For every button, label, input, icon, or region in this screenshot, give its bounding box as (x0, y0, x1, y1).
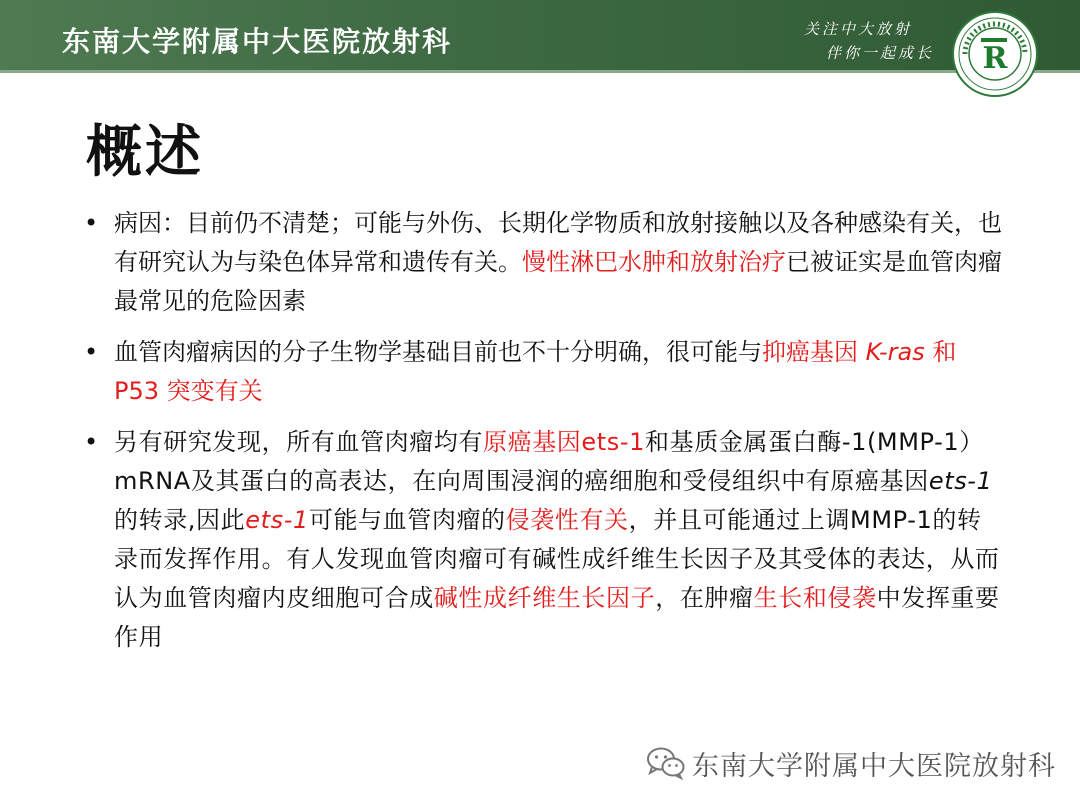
bullet-3-text-6: ，在肿瘤 (655, 584, 754, 612)
bullet-list (84, 204, 1004, 669)
bullet-1-highlight: 慢性淋巴水肿和放射治疗 (522, 248, 786, 276)
bullet-item-1 (84, 204, 1004, 321)
bullet-3-text-2: 和基质金属蛋白酶-1(MMP-1）mRNA及其蛋白的高表达，在向周围浸润的癌细胞和受侵组织中有原癌基因 (114, 428, 984, 495)
bullet-3-highlight-2: ets-1 (245, 506, 309, 534)
bullet-marker: • (84, 338, 99, 366)
hospital-logo (951, 10, 1039, 98)
bullet-3-text-3: 的转录,因此 (114, 506, 246, 534)
bullet-item-3 (84, 423, 1004, 657)
slogan-line-1: 关注中大放射 (804, 20, 913, 38)
bullet-3-text-7: 中发挥重要作用 (114, 584, 1000, 651)
bullet-1-text-1: 病因：目前仍不清楚；可能与外伤、长期化学物质和放射接触以及各种感染有关，也有研究认为与染色体异常和遗传有关。 (114, 209, 1002, 276)
bullet-1-text-2: 已被证实是血管肉瘤最常见的危险因素 (114, 248, 1002, 315)
bullet-3-highlight-1: 原癌基因ets-1 (483, 428, 646, 456)
bullet-2-highlight-2: K-ras (865, 338, 925, 366)
bullet-3-text-5: ，并且可能通过上调MMP-1的转录而发挥作用。有人发现血管肉瘤可有碱性成纤维生长因子及其受体的表达，从而认为血管肉瘤内皮细胞可合成 (114, 506, 1000, 612)
bullet-marker: • (84, 428, 99, 456)
page-title: 概述 (86, 120, 204, 185)
org-title: 东南大学附属中大医院放射科 (62, 25, 453, 58)
bullet-marker: • (84, 209, 99, 237)
bullet-3-highlight-4: 碱性成纤维生长因子 (433, 584, 656, 612)
bullet-3-text-4: 可能与血管肉瘤的 (308, 506, 506, 534)
bullet-3-highlight-3: 侵袭性有关 (505, 506, 629, 534)
header-banner (0, 0, 1080, 70)
logo-letter: R (982, 41, 1008, 76)
bullet-item-2 (84, 333, 1004, 411)
bullet-2-text-1: 血管肉瘤病因的分子生物学基础目前也不十分明确，很可能与 (114, 338, 762, 366)
slogan-line-2: 伴你一起成长 (826, 44, 935, 62)
bullet-3-highlight-5: 生长和侵袭 (753, 584, 877, 612)
bullet-2-highlight-3: 和 P53 突变有关 (114, 338, 957, 405)
footer-text: 东南大学附属中大医院放射科 (692, 751, 1056, 782)
banner-divider (0, 70, 1080, 73)
bullet-2-highlight-1: 抑癌基因 (762, 338, 866, 366)
bullet-3-italic-1: ets-1 (928, 467, 993, 495)
wechat-icon (646, 746, 686, 780)
bullet-3-text-1: 另有研究发现，所有血管肉瘤均有 (114, 428, 483, 456)
